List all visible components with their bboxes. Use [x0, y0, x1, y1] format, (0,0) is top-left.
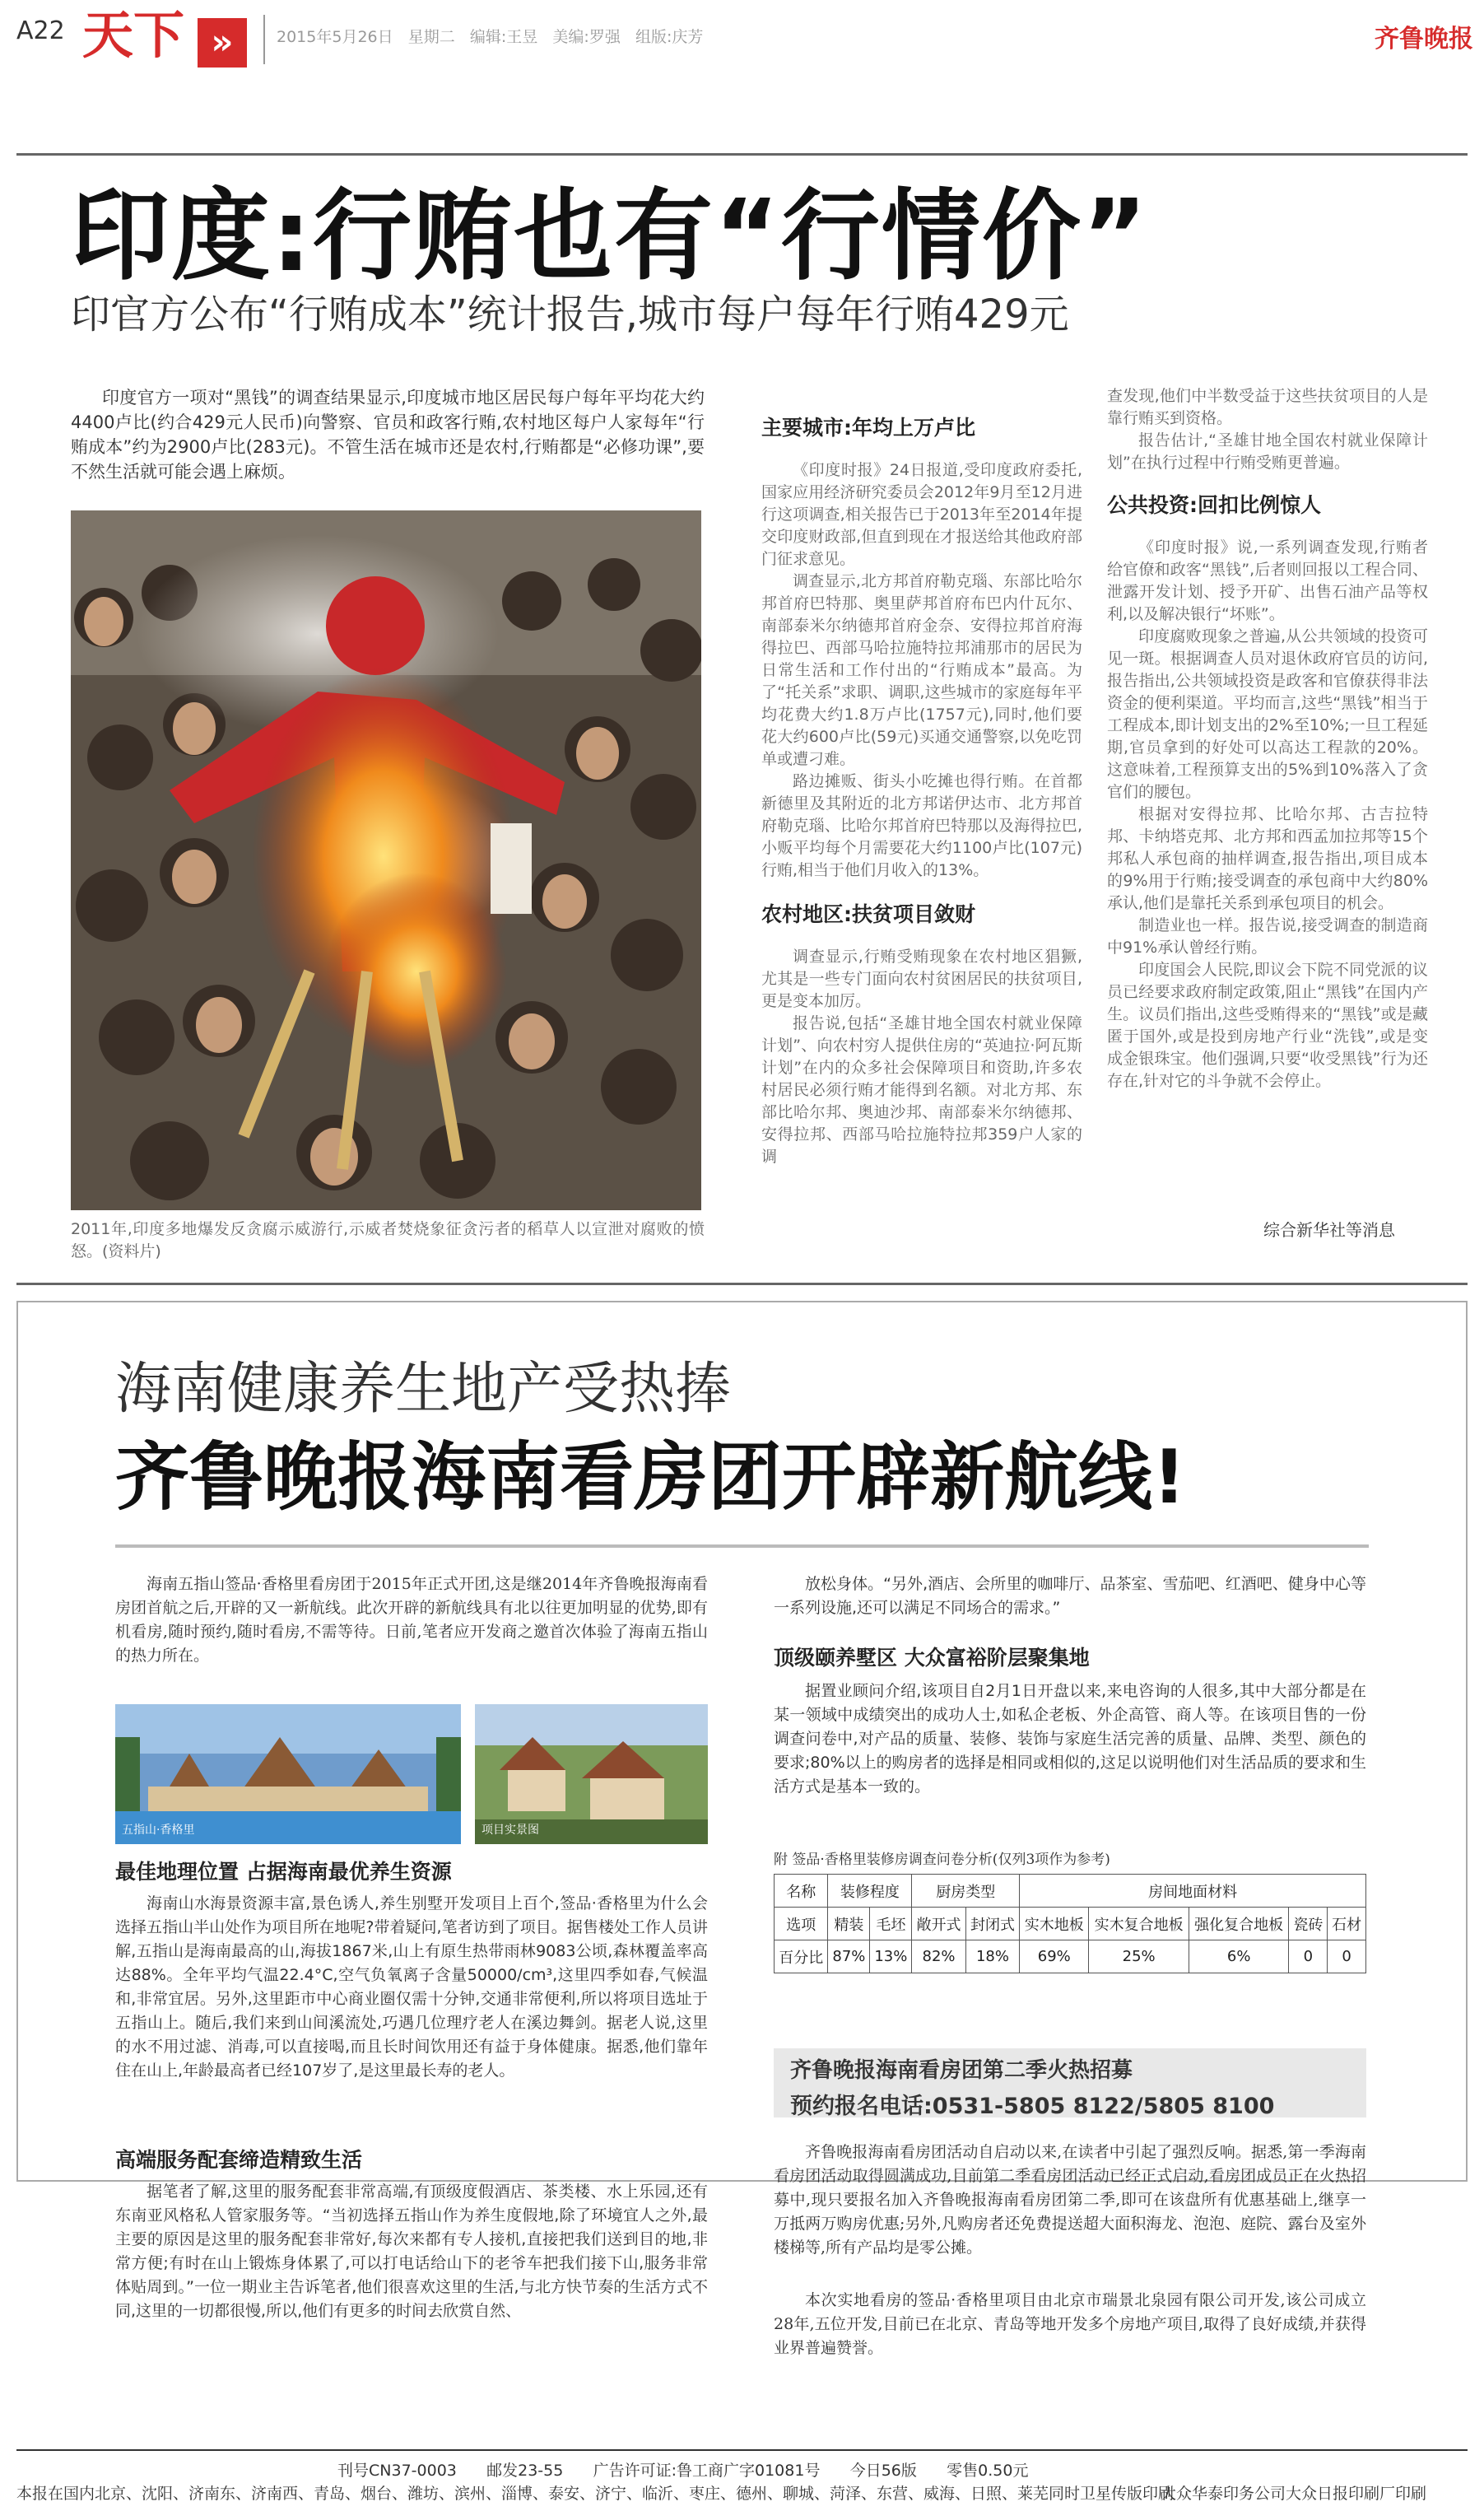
table-cell: 毛坯 — [870, 1908, 912, 1940]
recruit-title: 齐鲁晚报海南看房团第二季火热招募 — [790, 2058, 1133, 2083]
article-column-1 — [761, 403, 1082, 1168]
advertorial-rule — [115, 1544, 1369, 1548]
table-header-cell: 名称 — [775, 1875, 828, 1908]
section-heading-cities: 主要城市:年均上万卢比 — [761, 416, 975, 440]
page-count: 今日56版 — [849, 2462, 917, 2480]
article-paragraph: 调查显示,行贿受贿现象在农村地区猖獗,尤其是一些专门面向农村贫困居民的扶贫项目,更是变本加厉。 — [761, 948, 1082, 1010]
advertorial-paragraph: 放松身体。“另外,酒店、会所里的咖啡厅、品茶室、雪茄吧、红酒吧、健身中心等一系列设施,还可以满足不同场合的需求。” — [774, 1575, 1366, 1617]
article-byline: 综合新华社等消息 — [1263, 1220, 1395, 1240]
issue-weekday: 星期二 — [407, 28, 455, 46]
table-cell: 0 — [1289, 1940, 1328, 1973]
footer-rule — [16, 2449, 1468, 2451]
section-arrow-icon: » — [198, 18, 247, 68]
issn: 刊号CN37-0003 — [337, 2462, 457, 2480]
publication-info — [337, 2458, 1028, 2481]
table-row-label: 选项 — [775, 1908, 828, 1940]
table-cell: 25% — [1089, 1940, 1189, 1973]
header-rule — [16, 153, 1468, 156]
print-locations: 本报在国内北京、沈阳、济南东、济南西、青岛、烟台、潍坊、滨州、淄博、泰安、济宁、临沂、枣庄、德州、聊城、菏泽、东营、威海、日照、莱芜同时卫星传版印刷 — [16, 2485, 1175, 2503]
section-rule — [16, 1283, 1468, 1285]
table-cell: 6% — [1189, 1940, 1289, 1973]
designer-credit: 美编:罗强 — [552, 28, 621, 46]
article-paragraph: 《印度时报》说,一系列调查发现,行贿者给官僚和政客“黑钱”,后者则回报以工程合同、泄露开发计划、授予开矿、出售石油产品等权利,以及解决银行“坏账”。 — [1107, 538, 1428, 623]
section-heading-investment: 公共投资:回扣比例惊人 — [1107, 493, 1321, 517]
table-cell: 石材 — [1328, 1908, 1366, 1940]
table-cell: 69% — [1020, 1940, 1089, 1973]
villa-image — [475, 1704, 708, 1844]
image2-label: 项目实景图 — [481, 1824, 539, 1837]
table-row — [775, 1908, 1366, 1940]
retail-price: 零售0.50元 — [947, 2462, 1029, 2480]
table-cell: 敞开式 — [912, 1908, 965, 1940]
article-paragraph: 调查显示,北方邦首府勒克瑙、东部比哈尔邦首府巴特那、奥里萨邦首府布巴内什瓦尔、南部泰米尔纳德邦首府金奈、安得拉邦首府海得拉巴、西部马哈拉施特拉邦浦那市的居民为日常生活和工作付出的“行贿成本”最高。为了“托关系”求职、调职,这些城市的家庭每年平均花费大约1.8万卢比(1757元),同时,他们要花大约600卢比(59元)买通交通警察,以免吃罚单或遭刁难。 — [761, 572, 1082, 768]
article-paragraph: 印度国会人民院,即议会下院不同党派的议员已经要求政府制定政策,阻止“黑钱”在国内产生。议员们指出,这些受贿得来的“黑钱”或是藏匿于国外,或是投到房地产行业“洗钱”,或是变成金银珠宝。他们强调,只要“收受黑钱”行为还存在,针对它的斗争就不会停止。 — [1107, 961, 1428, 1090]
page-number: A22 — [16, 16, 65, 45]
advertorial-title: 齐鲁晚报海南看房团开辟新航线! — [115, 1434, 1187, 1521]
table-cell: 87% — [828, 1940, 870, 1973]
article-subheadline: 印官方公布“行贿成本”统计报告,城市每户每年行贿429元 — [71, 291, 1069, 338]
advertorial-heading-location: 最佳地理位置 占据海南最优养生资源 — [115, 1860, 452, 1884]
table-cell: 瓷砖 — [1289, 1908, 1328, 1940]
image1-label: 五指山·香格里 — [122, 1824, 195, 1837]
table-row — [775, 1875, 1366, 1908]
recruit-paragraph: 齐鲁晚报海南看房团活动自启动以来,在读者中引起了强烈反响。据悉,第一季海南看房团活动取得圆满成功,目前第二季看房团活动已经正式启动,看房团成员正在火热招募中,现只要报名加入齐鲁晚报海南看房团第二季,即可在该盘所有优惠基础上,继享一万抵两万购房优惠;另外,凡购房者还免费提送超大面积海龙、泡泡、庭院、露台及室外楼梯等,所有产品均是零公摊。 — [774, 2143, 1366, 2257]
advertorial-paragraph: 海南山水海景资源丰富,景色诱人,养生别墅开发项目上百个,签品·香格里为什么会选择五指山半山处作为项目所在地呢?带着疑问,笔者访到了项目。据售楼处工作人员讲解,五指山是海南最高的山,海拔1867米,山上有原生热带雨林9083公顷,森林覆盖率高达88%。全年平均气温22.4°C,空气负氧离子含量50000/cm³,这里四季如春,气候温和,非常宜居。另外,这里距市中心商业圈仅需十分钟,交通非常便利,所以将项目选址于五指山上。随后,我们来到山间溪流处,巧遇几位理疗老人在溪边舞剑。据老人说,这里的水不用过滤、消毒,可以直接喝,而且长时间饮用还有益于身体健康。据悉,他们靠年住在山上,年龄最高者已经107岁了,是这里最长寿的老人。 — [115, 1894, 708, 2080]
postal-code: 邮发23-55 — [486, 2462, 564, 2480]
protest-photo — [71, 510, 701, 1210]
article-paragraph: 报告说,包括“圣雄甘地全国农村就业保障计划”、向农村穷人提供住房的“英迪拉·阿瓦斯计划”在内的众多社会保障项目和资助,许多农村居民必须行贿才能得到名额。对北方邦、东部比哈尔邦、奥迪沙邦、南部泰米尔纳德邦、安得拉邦、西部马哈拉施特拉邦359户人家的调 — [761, 1014, 1082, 1166]
ad-license: 广告许可证:鲁工商广字01081号 — [593, 2462, 821, 2480]
section-name: 天下 — [82, 5, 185, 65]
article-paragraph: 查发现,他们中半数受益于这些扶贫项目的人是靠行贿买到资格。 — [1107, 387, 1428, 427]
table-row — [775, 1940, 1366, 1973]
developer-paragraph: 本次实地看房的签品·香格里项目由北京市瑞景北泉园有限公司开发,该公司成立28年,五位开发,目前已在北京、青岛等地开发多个房地产项目,取得了良好成绩,并获得业界普遍赞誉。 — [774, 2291, 1366, 2357]
survey-table — [774, 1874, 1366, 1973]
advertorial-paragraph: 据置业顾问介绍,该项目自2月1日开盘以来,来电咨询的人很多,其中大部分都是在某一领域中成绩突出的成功人士,如私企老板、外企高管、商人等。在该项目售的一份调查问卷中,对产品的质量、装修、装饰与家庭生活完善的质量、品牌、类型、颜色的要求;80%以上的购房者的选择是相同或相似的,这足以说明他们对生活品质的要求和生活方式是基本一致的。 — [774, 1682, 1366, 1796]
printer-credit: 大众华泰印务公司大众日报印刷厂印刷 — [1161, 2485, 1427, 2503]
table-cell: 精装 — [828, 1908, 870, 1940]
issue-date: 2015年5月26日 — [277, 28, 393, 46]
article-paragraph: 印度腐败现象之普遍,从公共领域的投资可见一斑。根据调查人员对退休政府官员的访问,报告指出,公共领域投资是政客和官僚获得非法资金的便利渠道。平均而言,这些“黑钱”相当于工程成本,即计划支出的2%至10%;一旦工程延期,官员拿到的好处可以高达工程款的20%。这意味着,工程预算支出的5%到10%落入了贪官们的腰包。 — [1107, 627, 1428, 801]
table-cell: 13% — [870, 1940, 912, 1973]
table-cell: 实木地板 — [1020, 1908, 1089, 1940]
table-cell: 实木复合地板 — [1089, 1908, 1189, 1940]
newspaper-logo: 齐鲁晚报 — [1375, 25, 1473, 54]
resort-pool-image — [115, 1704, 461, 1844]
layout-credit: 组版:庆芳 — [635, 28, 704, 46]
advertorial-heading-community: 顶级颐养墅区 大众富裕阶层聚集地 — [774, 1646, 1090, 1670]
editor-credit: 编辑:王昱 — [469, 28, 538, 46]
advertorial-paragraph: 据笔者了解,这里的服务配套非常高端,有顶级度假酒店、茶类楼、水上乐园,还有东南亚风格私人管家服务等。“当初选择五指山作为养生度假地,除了环境宜人之外,最主要的原因是这里的服务配套非常好,每次来都有专人接机,直接把我们送到目的地,非常方便;有时在山上锻炼身体累了,可以打电话给山下的老爷车把我们接下山,服务非常体贴周到。”一位一期业主告诉笔者,他们很喜欢这里的生活,与北方快节奏的生活方式不同,这里的一切都很慢,所以,他们有更多的时间去欣赏自然、 — [115, 2183, 708, 2320]
table-header-cell: 装修程度 — [828, 1875, 912, 1908]
table-header-cell: 房间地面材料 — [1020, 1875, 1366, 1908]
table-cell: 强化复合地板 — [1189, 1908, 1289, 1940]
section-heading-rural: 农村地区:扶贫项目敛财 — [761, 902, 975, 926]
advertorial-lead: 海南五指山签品·香格里看房团于2015年正式开团,这是继2014年齐鲁晚报海南看房团首航之后,开辟的又一新航线。此次开辟的新航线具有北以往更加明显的优势,即有机看房,随时预约,随时看房,不需等待。日前,笔者应开发商之邀首次体验了海南五指山的热力所在。 — [115, 1575, 708, 1665]
issue-meta — [277, 25, 703, 47]
table-cell: 0 — [1328, 1940, 1366, 1973]
burning-effigy-image — [71, 510, 701, 1210]
advertorial-heading-services: 高端服务配套缔造精致生活 — [115, 2148, 363, 2172]
article-intro: 印度官方一项对“黑钱”的调查结果显示,印度城市地区居民每户每年平均花大约4400卢比(约合429元人民币)向警察、官员和政客行贿,农村地区每户人家每年“行贿成本”约为2900卢比(283元)。不管生活在城市还是农村,行贿都是“必修功课”,要不然生活就可能会遇上麻烦。 — [71, 388, 705, 482]
advertorial-subtitle: 海南健康养生地产受热捧 — [115, 1357, 732, 1422]
article-paragraph: 根据对安得拉邦、比哈尔邦、古吉拉特邦、卡纳塔克邦、北方邦和西孟加拉邦等15个邦私人承包商的抽样调查,报告指出,项目成本的9%用于行贿;接受调查的承包商中大约80%承认,他们是靠托关系到承包项目的机会。 — [1107, 805, 1428, 912]
article-paragraph: 制造业也一样。报告说,接受调查的制造商中91%承认曾经行贿。 — [1107, 916, 1428, 957]
table-cell: 封闭式 — [965, 1908, 1019, 1940]
table-row-label: 百分比 — [775, 1940, 828, 1973]
article-paragraph: 报告估计,“圣雄甘地全国农村就业保障计划”在执行过程中行贿受贿更普遍。 — [1107, 431, 1428, 472]
table-header-cell: 厨房类型 — [912, 1875, 1020, 1908]
survey-table-caption: 附 签品·香格里装修房调查问卷分析(仅列3项作为参考) — [774, 1852, 1110, 1868]
article-paragraph: 路边摊贩、街头小吃摊也得行贿。在首都新德里及其附近的北方邦诺伊达市、北方邦首府勒克瑙、比哈尔邦首府巴特那以及海得拉巴,小贩平均每个月需要花大约1100卢比(107元)行贿,相当于他们月收入的13%。 — [761, 772, 1082, 879]
article-paragraph: 《印度时报》24日报道,受印度政府委托,国家应用经济研究委员会2012年9月至12月进行这项调查,相关报告已于2013年至2014年提交印度财政部,但直到现在才报送给其他政府部门征求意见。 — [761, 461, 1082, 568]
header-divider — [263, 15, 265, 64]
recruit-phone: 预约报名电话:0531-5805 8122/5805 8100 — [790, 2094, 1275, 2119]
table-cell: 18% — [965, 1940, 1019, 1973]
article-headline: 印度:行贿也有“行情价” — [71, 179, 1149, 294]
table-cell: 82% — [912, 1940, 965, 1973]
photo-caption: 2011年,印度多地爆发反贪腐示威游行,示威者焚烧象征贪污者的稻草人以宣泄对腐败的愤怒。(资料片) — [71, 1220, 705, 1260]
article-column-2 — [1107, 385, 1428, 1092]
